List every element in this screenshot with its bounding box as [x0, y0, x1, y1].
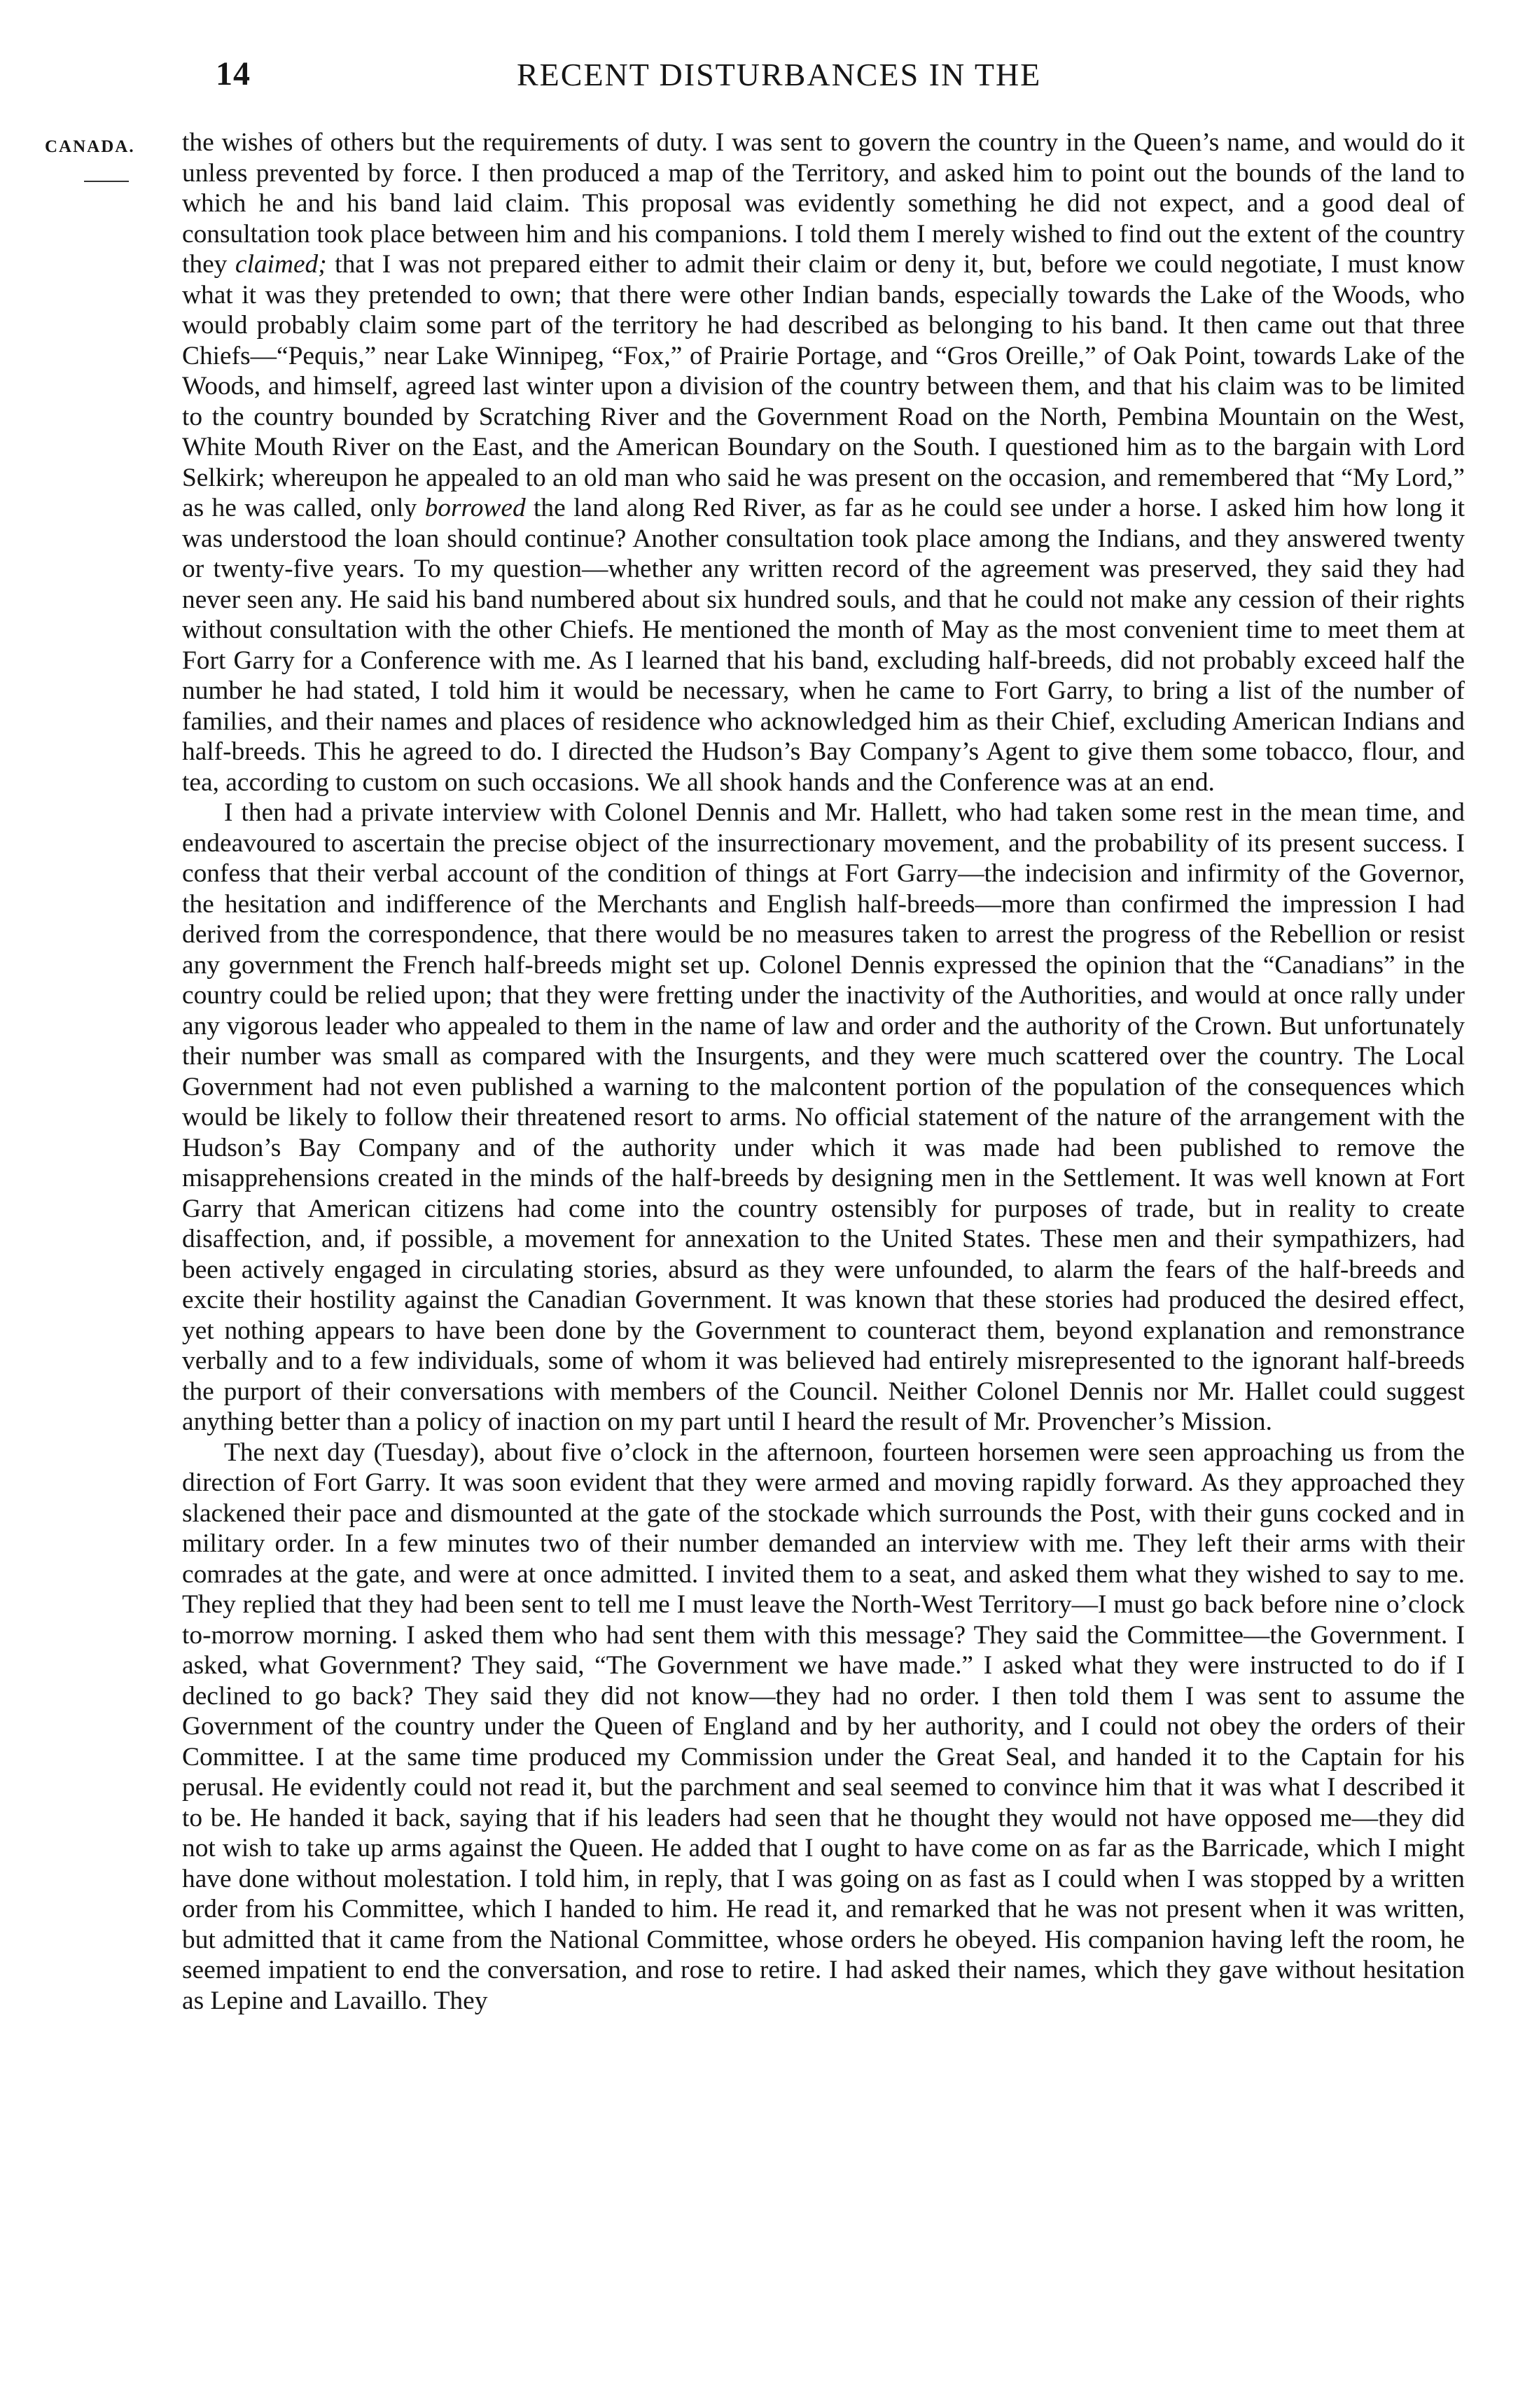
paragraph [182, 1438, 1465, 2017]
paragraph-text: The next day (Tuesday), about five o’clock in the afternoon, fourteen horsemen were seen approaching us from the direction of Fort Garry. It was soon evident that they were armed and moving rapidly forward. As they approached they slackened their pace and dismounted at the gate of the stockade which surrounds the Post, with their guns cocked and in military order. In a few minutes two of their number demanded an interview with me. They left their arms with their comrades at the gate, and were at once admitted. I invited them to a seat, and asked them what they wished to say to me. They replied that they had been sent to tell me I must leave the North-West Territory—I must go back before nine o’clock to-morrow morning. I asked them who had sent them with this message? They said the Committee—the Government. I asked, what Government? They said, “The Government we have made.” I asked what they were instructed to do if I declined to go back? They said they did not know—they had no order. I then told them I was sent to assume the Government of the country under the Queen of England and by her authority, and I could not obey the orders of their Committee. I at the same time produced my Commission under the Great Seal, and handed it to the Captain for his perusal. He evidently could not read it, but the parchment and seal seemed to convince him that it was what I described it to be. He handed it back, saying that if his leaders had seen that he thought they would not have opposed me—they did not wish to take up arms against the Queen. He added that I ought to have come on as far as the Barricade, which I might have done without molestation. I told him, in reply, that I was going on as fast as I could when I was stopped by a written order from his Committee, which I handed to him. He read it, and remarked that he was not present when it was written, but admitted that it came from the National Committee, whose orders he obeyed. His companion having left the room, he seemed impatient to end the conversation, and rose to retire. I had asked their names, which they gave without hesitation as Lepine and Lavaillo. They [182, 1438, 1465, 2015]
page-number: 14 [216, 55, 251, 92]
italic-text: borrowed [424, 494, 526, 522]
paragraph [182, 798, 1465, 1438]
paragraph-text: the wishes of others but the requirements of duty. I was sent to govern the country in the Queen’s name, and would do it unless prevented by force. I then produced a map of the Territory, and asked him to point out the bounds of the land to which he and his band laid claim. This proposal was evidently something he did not expect, and a good deal of consultation took place between him and his companions. I told them I merely wished to find out the extent of the country they [182, 128, 1465, 279]
paragraph-text: the land along Red River, as far as he could see under a horse. I asked him how long it was understood the loan should continue? Another consultation took place among the Indians, and they answered twenty or twenty-five years. To my question—whether any written record of the agreement was preserved, they said they had never seen any. He said his band numbered about six hundred souls, and that he could not make any cession of their rights without consultation with the other Chiefs. He mentioned the month of May as the most convenient time to meet them at Fort Garry for a Conference with me. As I learned that his band, excluding half-breeds, did not probably exceed half the number he had stated, I told him it would be necessary, when he came to Fort Garry, to bring a list of the number of families, and their names and places of residence who acknowledged him as their Chief, excluding American Indians and half-breeds. This he agreed to do. I directed the Hudson’s Bay Company’s Agent to give them some tobacco, flour, and tea, according to custom on such occasions. We all shook hands and the Conference was at an end. [182, 494, 1465, 797]
running-head: RECENT DISTURBANCES IN THE [517, 57, 1042, 92]
paragraph-text: I then had a private interview with Colonel Dennis and Mr. Hallett, who had taken some rest in the mean time, and endeavoured to ascertain the precise object of the insurrectionary movement, and the probability of its present success. I confess that their verbal account of the condition of things at Fort Garry—the indecision and infirmity of the Governor, the hesitation and indifference of the Merchants and English half-breeds—more than confirmed the impression I had derived from the correspondence, that there would be no measures taken to arrest the progress of the Rebellion or resist any government the French half-breeds might set up. Colonel Dennis expressed the opinion that the “Canadians” in the country could be relied upon; that they were fretting under the inactivity of the Authorities, and would at once rally under any vigorous leader who appealed to them in the name of law and order and the authority of the Crown. But unfortunately their number was small as compared with the Insurgents, and they were much scattered over the country. The Local Government had not even published a warning to the malcontent portion of the population of the consequences which would be likely to follow their threatened resort to arms. No official statement of the nature of the arrangement with the Hudson’s Bay Company and of the authority under which it was made had been published to remove the misapprehensions created in the minds of the half-breeds by designing men in the Settlement. It was well known at Fort Garry that American citizens had come into the country ostensibly for purposes of trade, but in reality to create disaffection, and, if possible, a movement for annexation to the United States. These men and their sympathizers, had been actively engaged in circulating stories, absurd as they were unfounded, to alarm the fears of the half-breeds and excite their hostility against the Canadian Government. It was known that these stories had produced the desired effect, yet nothing appears to have been done by the Government to counteract them, beyond explanation and remonstrance verbally and to a few individuals, some of whom it was believed had entirely misrepresented to the ignorant half-breeds the purport of their conversations with members of the Council. Neither Colonel Dennis nor Mr. Hallet could suggest anything better than a policy of inaction on my part until I heard the result of Mr. Provencher’s Mission. [182, 798, 1465, 1436]
body-text [182, 127, 1465, 2016]
page-header [181, 55, 1462, 111]
margin-section-label: CANADA. [45, 137, 135, 156]
italic-text: claimed; [235, 250, 327, 279]
paragraph-text: that I was not prepared either to admit their claim or deny it, but, before we could negotiate, I must know what it was they pretended to own; that there were other Indian bands, especially towards the Lake of the Woods, who would probably claim some part of the territory he had described as belonging to his band. It then came out that three Chiefs—“Pequis,” near Lake Winnipeg, “Fox,” of Prairie Portage, and “Gros Oreille,” of Oak Point, towards Lake of the Woods, and himself, agreed last winter upon a division of the country between them, and that his claim was to be limited to the country bounded by Scratching River and the Government Road on the North, Pembina Mountain on the West, White Mouth River on the East, and the American Boundary on the South. I questioned him as to the bargain with Lord Selkirk; whereupon he appealed to an old man who said he was present on the occasion, and remembered that “My Lord,” as he was called, only [182, 250, 1465, 522]
paragraph [182, 127, 1465, 798]
margin-rule [84, 181, 129, 182]
